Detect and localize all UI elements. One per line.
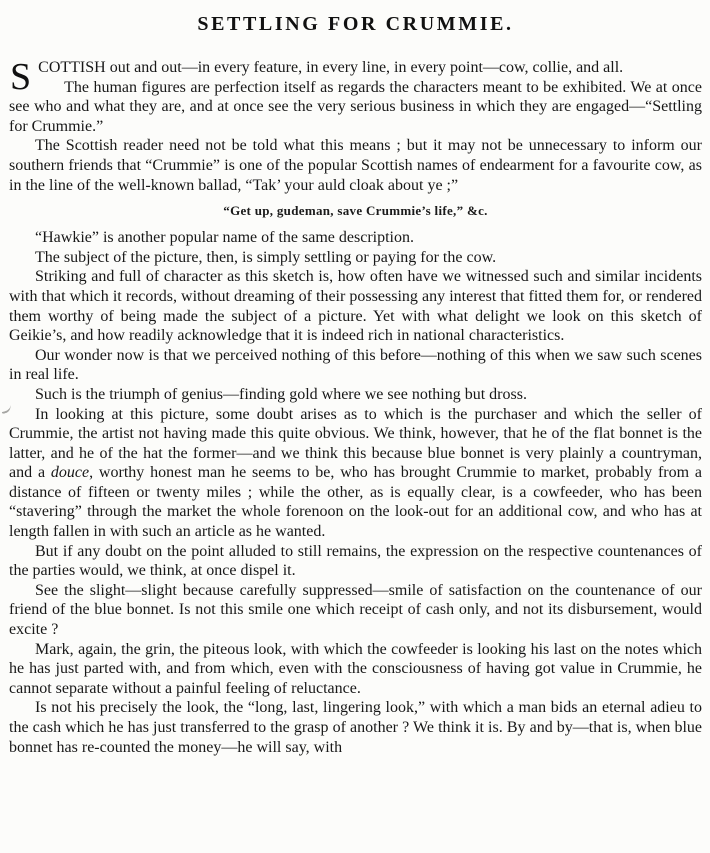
paragraph: The subject of the picture, then, is simply settling or paying for the cow. — [35, 248, 497, 266]
page-title: SETTLING FOR CRUMMIE. — [197, 13, 514, 35]
drop-cap-initial: S — [10, 56, 32, 98]
paragraph-text-before-italic: In looking at this picture, some doubt arises as to which is the purchaser and which the seller of Crummie, the artist not having made this quite obvious. We think, however, that he of the flat bonnet is the latter, and he of the hat the former—and we think this because blue bonnet is very plainly a countryman, and a — [9, 405, 702, 482]
paragraph: The human figures are perfection itself as regards the characters meant to be exhibited. We at once see who and what they are, and at once see the very serious business in which they are engaged—“Settling for Crummie.” — [9, 78, 702, 135]
opening-paragraph — [9, 56, 702, 98]
italic-word: douce — [50, 464, 90, 482]
paragraph: Our wonder now is that we perceived nothing of this before—nothing of this when we saw such scenes in real life. — [9, 346, 702, 384]
paragraph-with-italic — [9, 405, 702, 542]
opening-paragraph-text: COTTISH out and out—in every feature, in every line, in every point—cow, collie, and all. — [38, 59, 624, 76]
paragraph: Such is the triumph of genius—finding gold where we see nothing but dross. — [35, 385, 527, 403]
paragraph: “Hawkie” is another popular name of the same description. — [35, 229, 414, 247]
paragraph-text-after-italic: , worthy honest man he seems to be, who has brought Crummie to market, probably from a distance of fifteen or twenty miles ; while the other, as is equally clear, is a cowfeeder, who has been “stavering” through the market the whole forenoon on the look-out for an additional cow, and who has at length fallen in with such an article as he wanted. — [9, 464, 703, 541]
paragraph: Is not his precisely the look, the “long, last, lingering look,” with which a man bids an eternal adieu to the cash which he has just transferred to the grasp of another ? We think it is. By and by—that is, when blue bonnet has re-counted the money—he will say, with — [9, 699, 702, 756]
paragraph: See the slight—slight because carefully suppressed—smile of satisfaction on the countenance of our friend of the blue bonnet. Is not this smile one which receipt of cash only, and not its disbursement, would excite ? — [9, 581, 702, 639]
paragraph: The Scottish reader need not be told what this means ; but it may not be unnecessary to inform our southern friends that “Crummie” is one of the popular Scottish names of endearment for a favourite cow, as in the line of the well-known ballad, “Tak’ your auld cloak about ye ;” — [9, 137, 702, 194]
paragraph: Striking and full of character as this sketch is, how often have we witnessed such and similar incidents with that which it records, without dreaming of their possessing any interest that fitted them for, or rendered them worthy of being made the subject of a picture. Yet with what delight we look on this sketch of Geikie’s, and how readily acknowledge that it is indeed rich in national characteristics. — [9, 268, 702, 345]
paragraph: Mark, again, the grin, the piteous look, with which the cowfeeder is looking his last on the notes which he has just parted with, and from which, even with the consciousness of having got value in Crummie, he cannot separate without a painful feeling of reluctance. — [9, 640, 702, 697]
ballad-quote: “Get up, gudeman, save Crummie’s life,” &c. — [223, 203, 488, 219]
paragraph: But if any doubt on the point alluded to still remains, the expression on the respective countenances of the parties would, we think, at once dispel it. — [9, 542, 702, 580]
